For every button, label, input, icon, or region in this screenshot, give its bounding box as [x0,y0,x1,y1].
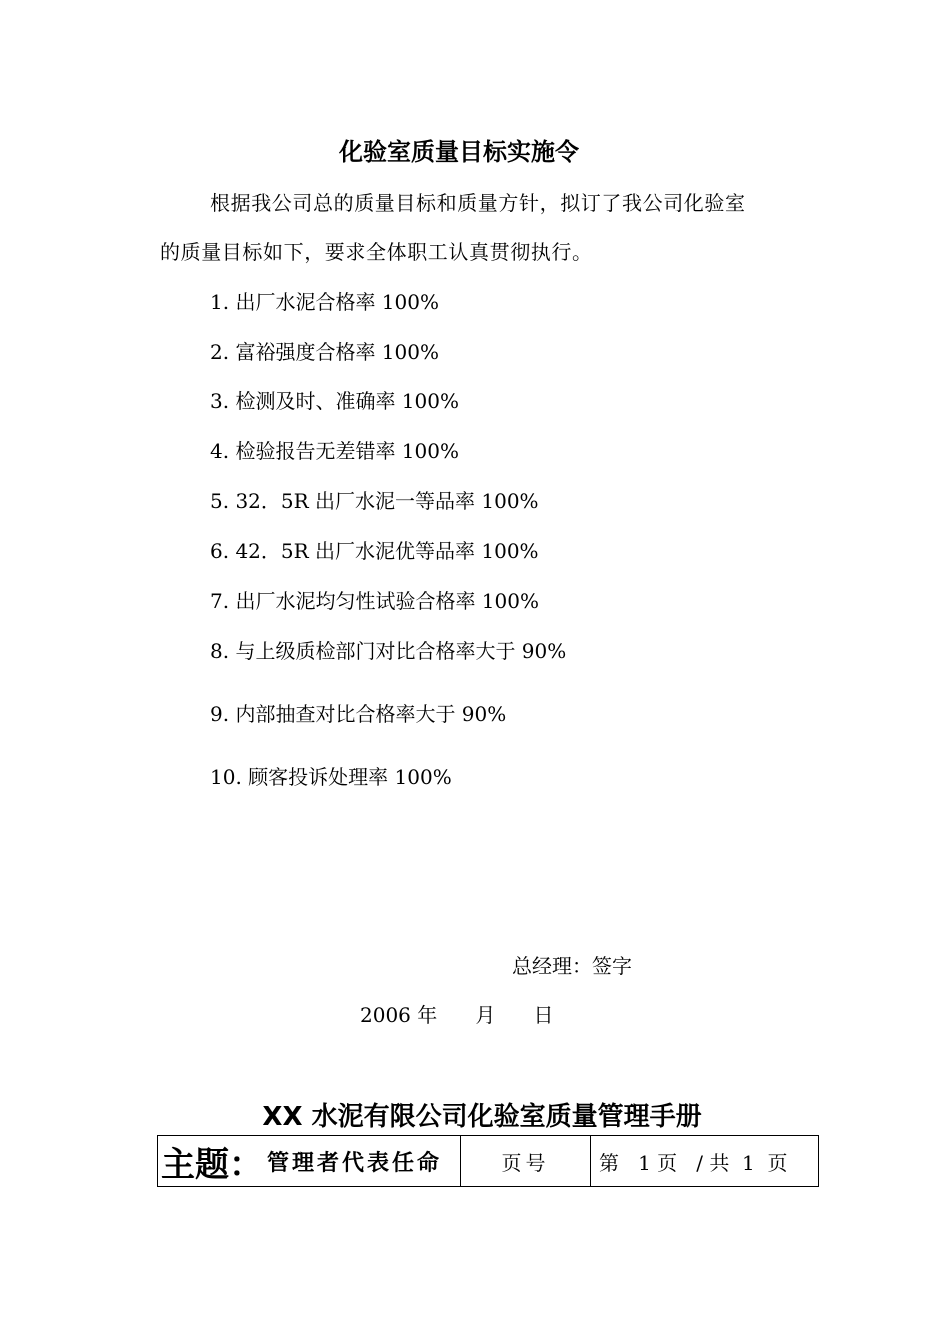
intro-paragraph-line-2: 的质量目标如下，要求全体职工认真贯彻执行。 [160,240,593,264]
subject-value: 管理者代表任命 [267,1150,443,1176]
page-number-value: 第 1 页 / 共 1 页 [599,1150,788,1175]
goal-item-6: 6. 42．5R 出厂水泥优等品率 100% [210,539,539,563]
goal-item-1: 1. 出厂水泥合格率 100% [210,290,439,314]
subject-cell [158,1136,461,1186]
goal-item-7: 7. 出厂水泥均匀性试验合格率 100% [210,589,539,613]
intro-paragraph-line-1: 根据我公司总的质量目标和质量方针，拟订了我公司化验室 [210,191,746,215]
page-number-label: 页号 [461,1136,591,1186]
goal-item-2: 2. 富裕强度合格率 100% [210,340,439,364]
general-manager-signature: 总经理：签字 [512,954,632,978]
subject-label: 主题： [161,1144,263,1185]
manual-title: XX 水泥有限公司化验室质量管理手册 [262,1102,702,1132]
document-title: 化验室质量目标实施令 [339,137,579,166]
manual-header-table [157,1135,819,1187]
goal-item-9: 9. 内部抽查对比合格率大于 90% [210,702,507,726]
document-date: 2006 年 月 日 [360,1003,554,1027]
goal-item-3: 3. 检测及时、准确率 100% [210,389,459,413]
goal-item-8: 8. 与上级质检部门对比合格率大于 90% [210,639,567,663]
goal-item-4: 4. 检验报告无差错率 100% [210,439,459,463]
goal-item-10: 10. 顾客投诉处理率 100% [210,765,452,789]
goal-item-5: 5. 32．5R 出厂水泥一等品率 100% [210,489,539,513]
